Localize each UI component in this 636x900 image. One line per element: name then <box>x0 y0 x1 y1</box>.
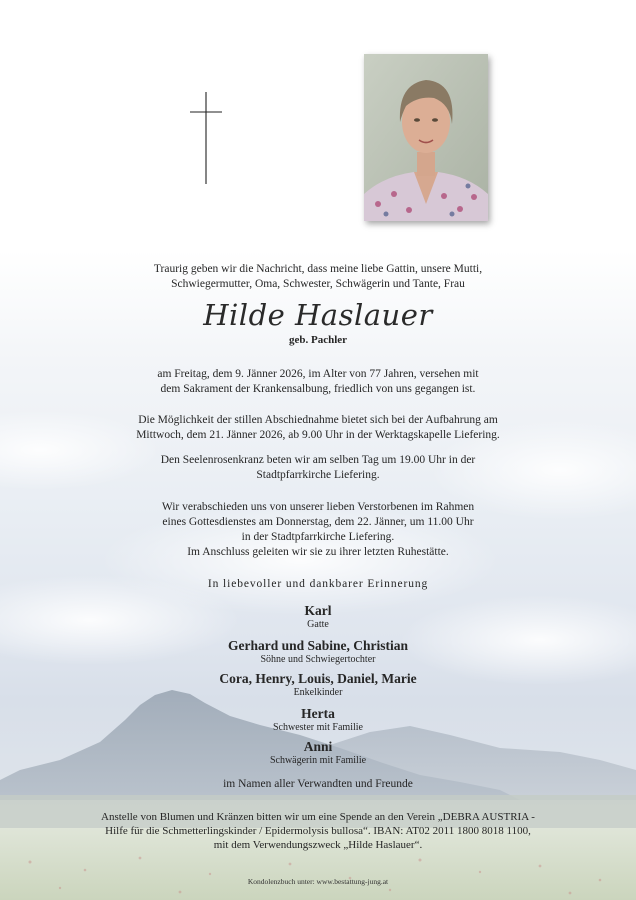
cross-icon <box>186 90 226 186</box>
service-info <box>60 500 576 560</box>
remembrance-heading: In liebevoller und dankbarer Erinnerung <box>207 578 429 590</box>
deceased-name: Hilde Haslauer <box>203 298 433 332</box>
death-notice-line-2: dem Sakrament der Krankensalbung, friedlich von uns gegangen ist. <box>160 383 476 395</box>
rosary-line-2: Stadtpfarrkirche Liefering. <box>256 469 380 481</box>
viewing-info <box>60 413 576 443</box>
family-name: Cora, Henry, Louis, Daniel, Marie <box>219 671 417 686</box>
service-line-3: in der Stadtpfarrkirche Liefering. <box>241 531 395 543</box>
portrait-photo <box>364 54 488 221</box>
death-notice-line-1: am Freitag, dem 9. Jänner 2026, im Alter von 77 Jahren, versehen mit <box>157 368 479 380</box>
intro-line-2: Schwiegermutter, Oma, Schwester, Schwägerin und Tante, Frau <box>171 278 465 290</box>
death-notice <box>60 367 576 397</box>
family-member <box>60 671 576 699</box>
family-name: Herta <box>301 706 335 721</box>
rosary-line-1: Den Seelenrosenkranz beten wir am selben Tag um 19.00 Uhr in der <box>160 454 476 466</box>
donation-line-1: Anstelle von Blumen und Kränzen bitten wir um eine Spende an den Verein „DEBRA AUSTRIA - <box>101 811 535 823</box>
family-name: Gerhard und Sabine, Christian <box>227 638 409 653</box>
service-line-2: eines Gottesdienstes am Donnerstag, dem 22. Jänner, um 11.00 Uhr <box>162 516 474 528</box>
family-member <box>60 739 576 767</box>
service-line-1: Wir verabschieden uns von unserer lieben Verstorbenen im Rahmen <box>161 501 475 513</box>
birth-name: geb. Pachler <box>288 334 348 346</box>
donation-line-2: Hilfe für die Schmetterlingskinder / Epidermolysis bullosa“. IBAN: AT02 2011 1800 8018 1100, <box>105 825 531 837</box>
family-relation: Söhne und Schwiegertochter <box>260 654 376 665</box>
family-relation: Enkelkinder <box>293 687 343 698</box>
family-name: Karl <box>304 603 332 618</box>
condolence-book-link[interactable]: Kondolenzbuch unter: www.bestattung-jung.at <box>247 877 389 886</box>
service-line-4: Im Anschluss geleiten wir sie zu ihrer letzten Ruhestätte. <box>187 546 449 558</box>
family-relation: Gatte <box>307 619 329 630</box>
family-member <box>60 706 576 734</box>
viewing-line-2: Mittwoch, dem 21. Jänner 2026, ab 9.00 Uhr in der Werktagskapelle Liefering. <box>136 429 500 441</box>
family-member <box>60 638 576 666</box>
viewing-line-1: Die Möglichkeit der stillen Abschiednahme bietet sich bei der Aufbahrung am <box>138 414 498 426</box>
intro-line-1: Traurig geben wir die Nachricht, dass meine liebe Gattin, unsere Mutti, <box>153 263 483 275</box>
intro-text <box>60 262 576 292</box>
rosary-info <box>60 453 576 483</box>
family-name: Anni <box>303 739 333 754</box>
family-relation: Schwägerin mit Familie <box>269 755 367 766</box>
donation-info <box>60 810 576 852</box>
family-member <box>60 603 576 631</box>
donation-line-3: mit dem Verwendungszweck „Hilde Haslauer“. <box>213 839 423 851</box>
family-relation: Schwester mit Familie <box>273 722 363 733</box>
relatives-line: im Namen aller Verwandten und Freunde <box>223 778 413 790</box>
